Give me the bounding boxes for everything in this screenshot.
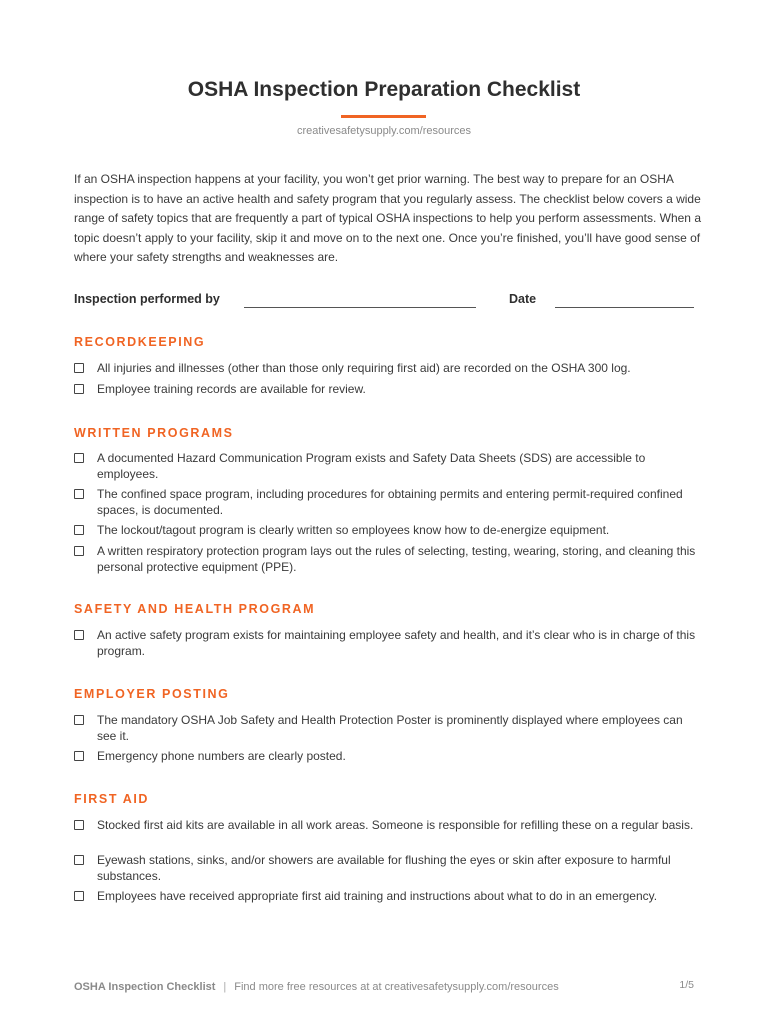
intro-paragraph: If an OSHA inspection happens at your facility, you won’t get prior warning. The best way to prepare for an OSHA inspection is to have an active health and safety program that you regularly assess. The checklist below covers a wide range of safety topics that are frequently a part of typical OSHA inspections to help you perform assessments. When a topic doesn’t apply to your facility, skip it and move on to the next one. Once you’re finished, you’ll have good sense of where your safety strengths and weaknesses are.: [74, 172, 701, 265]
checkbox[interactable]: [74, 489, 84, 499]
checklist-item-text: Emergency phone numbers are clearly posted.: [97, 749, 346, 763]
checkbox[interactable]: [74, 891, 84, 901]
checklist-item-text: Stocked first aid kits are available in all work areas. Someone is responsible for refilling these on a regular basis.: [97, 818, 694, 832]
checkbox[interactable]: [74, 363, 84, 373]
footer-separator: |: [223, 981, 227, 993]
checkbox[interactable]: [74, 630, 84, 640]
checklist-item-text: Eyewash stations, sinks, and/or showers are available for flushing the eyes or skin after exposure to harmful substances.: [97, 853, 671, 883]
checkbox[interactable]: [74, 855, 84, 865]
checklist-item-text: An active safety program exists for maintaining employee safety and health, and it’s clear who is in charge of this program.: [97, 628, 696, 658]
page-footer: [74, 981, 694, 993]
checklist-item-text: Employee training records are available for review.: [97, 382, 366, 396]
checkbox[interactable]: [74, 751, 84, 761]
section-heading-recordkeeping: RECORDKEEPING: [74, 335, 206, 349]
page-title: OSHA Inspection Preparation Checklist: [187, 78, 581, 101]
section-heading-safety-health-program: SAFETY AND HEALTH PROGRAM: [74, 602, 316, 616]
checklist-item-text: A written respiratory protection program lays out the rules of selecting, testing, wearing, storing, and cleaning this personal protective equipment (PPE).: [97, 544, 696, 574]
checklist-item-text: A documented Hazard Communication Program exists and Safety Data Sheets (SDS) are accessible to employees.: [97, 451, 646, 481]
inspection-fields: [74, 292, 694, 312]
date-line[interactable]: [555, 307, 694, 308]
checklist-item-text: The mandatory OSHA Job Safety and Health Protection Poster is prominently displayed where employees can see it.: [97, 713, 683, 743]
title-underline: [341, 115, 426, 118]
checkbox[interactable]: [74, 715, 84, 725]
checkbox[interactable]: [74, 820, 84, 830]
checkbox[interactable]: [74, 525, 84, 535]
page-number: 1/5: [679, 979, 694, 991]
checklist-item-text: The confined space program, including procedures for obtaining permits and entering permit-required confined spaces, is documented.: [97, 487, 683, 517]
checklist-item-text: The lockout/tagout program is clearly written so employees know how to de-energize equipment.: [97, 523, 610, 537]
footer-resources-text: Find more free resources at at creativesafetysupply.com/resources: [234, 981, 559, 993]
section-heading-written-programs: WRITTEN PROGRAMS: [74, 426, 234, 440]
footer-title: OSHA Inspection Checklist: [74, 981, 216, 993]
source-url: creativesafetysupply.com/resources: [296, 125, 472, 137]
inspector-label: Inspection performed by: [74, 292, 220, 306]
checkbox[interactable]: [74, 546, 84, 556]
date-label: Date: [509, 292, 537, 306]
checklist-item-text: Employees have received appropriate first aid training and instructions about what to do in an emergency.: [97, 889, 658, 903]
checkbox[interactable]: [74, 384, 84, 394]
section-heading-first-aid: FIRST AID: [74, 792, 150, 806]
inspector-signature-line[interactable]: [244, 307, 476, 308]
checkbox[interactable]: [74, 453, 84, 463]
checklist-item-text: All injuries and illnesses (other than those only requiring first aid) are recorded on the OSHA 300 log.: [97, 361, 631, 375]
section-heading-employer-posting: EMPLOYER POSTING: [74, 687, 230, 701]
